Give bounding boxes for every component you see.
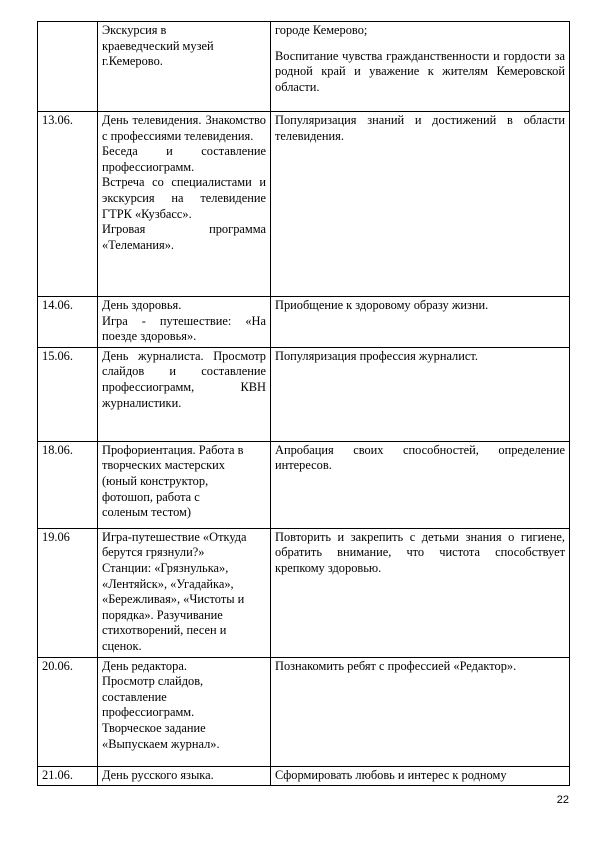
- activity-cell: [98, 441, 271, 528]
- goal-text: Познакомить ребят с профессией «Редактор».: [275, 658, 517, 673]
- activity-text: День русского языка.: [102, 767, 214, 782]
- activity-text: соленым тестом): [102, 505, 192, 520]
- activity-text: Игра - путешествие: «На поезде здоровья».: [102, 313, 266, 344]
- goal-text: Популяризация профессия журналист.: [275, 348, 478, 363]
- goal-text: Популяризация знаний и достижений в области телевидения.: [275, 113, 565, 143]
- activity-text: Профориентация. Работа в: [102, 442, 244, 457]
- goal-text: городе Кемерово;: [275, 23, 368, 37]
- activity-text: День телевидения. Знакомство с профессиями телевидения.: [102, 113, 266, 143]
- schedule-table: [37, 21, 570, 786]
- activity-cell: [98, 22, 271, 112]
- schedule-row: [38, 22, 570, 112]
- activity-text: «Бережливая», «Чистоты и: [102, 592, 245, 607]
- goal-cell: [271, 528, 570, 657]
- activity-cell: [98, 347, 271, 441]
- activity-text: фотошоп, работа с: [102, 489, 200, 504]
- activity-text: сценок.: [102, 638, 142, 653]
- activity-text: Экскурсия в: [102, 23, 167, 37]
- activity-text: составление: [102, 689, 167, 704]
- goal-cell: [271, 112, 570, 297]
- activity-text: берутся грязнули?»: [102, 545, 205, 560]
- date-cell: [38, 22, 98, 112]
- goal-cell: [271, 766, 570, 786]
- date-cell: 19.06: [38, 528, 98, 657]
- date-cell: 13.06.: [38, 112, 98, 297]
- schedule-row: [38, 657, 570, 766]
- page-number: 22: [556, 794, 569, 806]
- activity-text: порядка». Разучивание: [102, 607, 223, 622]
- schedule-row: [38, 528, 570, 657]
- activity-text: творческих мастерских: [102, 458, 225, 473]
- activity-cell: [98, 766, 271, 786]
- goal-cell: [271, 297, 570, 348]
- goal-text: Приобщение к здоровому образу жизни.: [275, 298, 489, 312]
- date-cell: 20.06.: [38, 657, 98, 766]
- activity-text: «Лентяйск», «Угадайка»,: [102, 576, 234, 591]
- schedule-body: [38, 22, 570, 786]
- goal-cell: [271, 347, 570, 441]
- activity-cell: [98, 528, 271, 657]
- activity-text: День редактора.: [102, 658, 187, 673]
- goal-cell: [271, 657, 570, 766]
- activity-text: (юный конструктор,: [102, 473, 209, 488]
- goal-text: Повторить и закрепить с детьми знания о гигиене, обратить внимание, что чистота способствует крепкому здоровью.: [275, 529, 565, 575]
- activity-text: краеведческий музей: [102, 38, 214, 53]
- schedule-row: [38, 347, 570, 441]
- goal-cell: [271, 22, 570, 112]
- activity-text: День журналиста. Просмотр слайдов и составление профессиограмм, КВН журналистики.: [102, 348, 266, 410]
- activity-text: Игровая программа «Телемания».: [102, 222, 266, 252]
- activity-text: Беседа и составление профессиограмм.: [102, 144, 266, 174]
- activity-cell: [98, 112, 271, 297]
- activity-text: Творческое задание: [102, 720, 206, 735]
- activity-text: стихотворений, песен и: [102, 623, 227, 638]
- date-cell: 15.06.: [38, 347, 98, 441]
- activity-text: г.Кемерово.: [102, 54, 163, 69]
- goal-text: Сформировать любовь и интерес к родному: [275, 767, 507, 782]
- activity-cell: [98, 657, 271, 766]
- activity-text: Игра-путешествие «Откуда: [102, 529, 247, 544]
- date-cell: 18.06.: [38, 441, 98, 528]
- date-cell: 21.06.: [38, 766, 98, 786]
- activity-text: «Выпускаем журнал».: [102, 736, 220, 751]
- activity-text: Встреча со специалистами и экскурсия на телевидение ГТРК «Кузбасс».: [102, 175, 266, 221]
- activity-text: День здоровья.: [102, 298, 182, 312]
- paragraph-gap: [275, 39, 565, 49]
- activity-text: профессиограмм.: [102, 705, 195, 720]
- activity-text: Станции: «Грязнулька»,: [102, 560, 229, 575]
- schedule-row: [38, 441, 570, 528]
- goal-text: Воспитание чувства гражданственности и гордости за родной край и уважение к жителям Кемеровской области.: [275, 48, 565, 94]
- activity-text: Просмотр слайдов,: [102, 674, 204, 689]
- schedule-row: [38, 766, 570, 786]
- activity-cell: [98, 297, 271, 348]
- date-cell: 14.06.: [38, 297, 98, 348]
- schedule-row: [38, 112, 570, 297]
- goal-cell: [271, 441, 570, 528]
- schedule-row: [38, 297, 570, 348]
- goal-text: Апробация своих способностей, определение интересов.: [275, 442, 565, 473]
